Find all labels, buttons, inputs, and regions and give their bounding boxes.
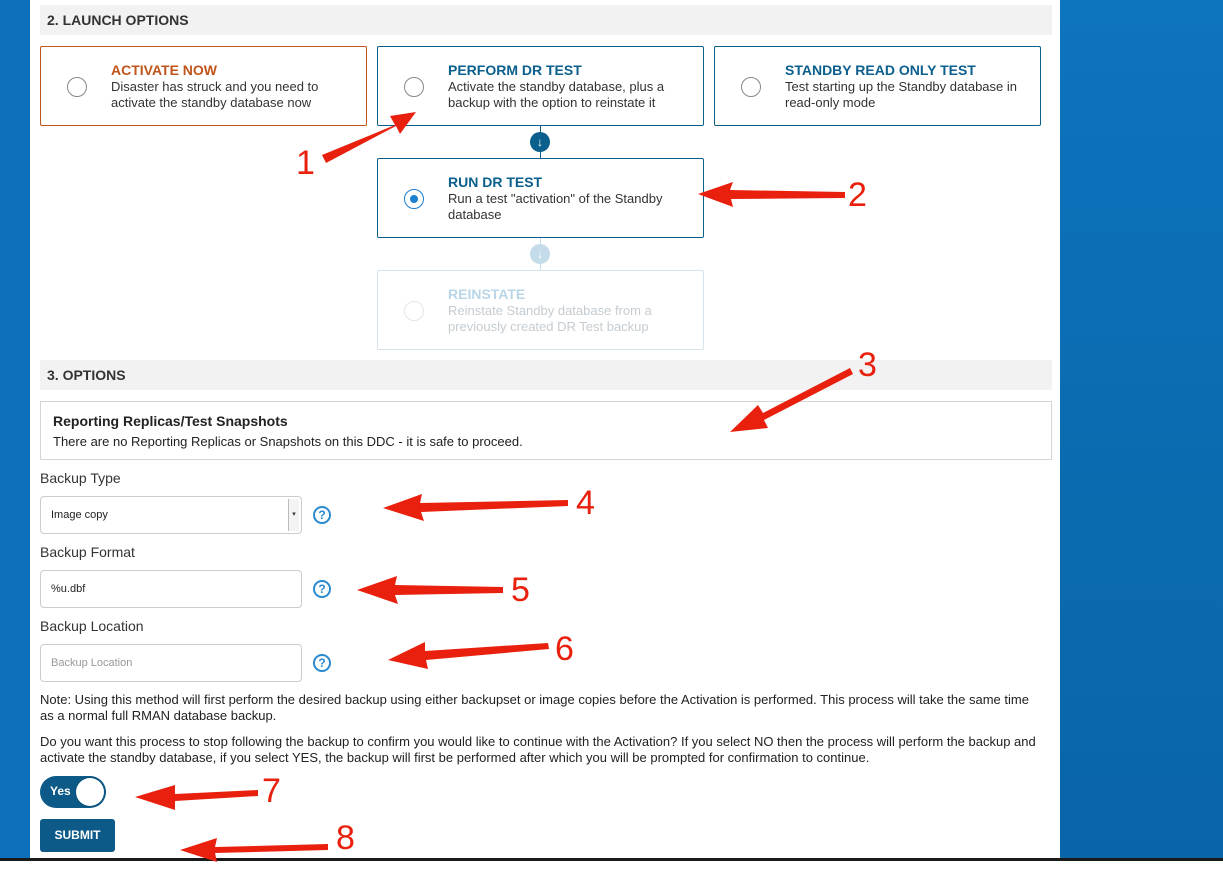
info-title: Reporting Replicas/Test Snapshots <box>53 413 288 429</box>
backup-note: Note: Using this method will first perform the desired backup using either backupset or image copies before the Activation is performed. This process will take the same time as a normal full RMAN database backup. <box>40 692 1029 723</box>
perform-dr-test-card[interactable] <box>377 46 704 126</box>
card-description: Test starting up the Standby database in read-only mode <box>785 79 1017 110</box>
card-title: RUN DR TEST <box>448 174 543 190</box>
card-title: REINSTATE <box>448 286 526 302</box>
activate-now-radio[interactable] <box>67 77 87 97</box>
submit-button[interactable]: SUBMIT <box>40 819 115 852</box>
annotation-number-5: 5 <box>511 571 530 609</box>
backup-format-label: Backup Format <box>40 544 135 560</box>
info-text: There are no Reporting Replicas or Snapshots on this DDC - it is safe to proceed. <box>53 434 523 449</box>
backup-type-select[interactable] <box>40 496 302 534</box>
reinstate-card <box>377 270 704 350</box>
card-title: STANDBY READ ONLY TEST <box>785 62 976 78</box>
annotation-number-3: 3 <box>858 346 877 384</box>
annotation-number-1: 1 <box>296 144 315 182</box>
annotation-number-6: 6 <box>555 630 574 668</box>
annotation-number-2: 2 <box>848 176 867 214</box>
reinstate-radio <box>404 301 424 321</box>
toggle-label: Yes <box>50 784 71 798</box>
card-description: Reinstate Standby database from a previously created DR Test backup <box>448 303 652 334</box>
chevron-down-icon: ▾ <box>288 499 299 531</box>
backup-type-value: Image copy <box>51 509 108 521</box>
annotation-number-4: 4 <box>576 484 595 522</box>
launch-options-header: 2. LAUNCH OPTIONS <box>40 5 1052 35</box>
backup-format-input[interactable] <box>40 570 302 608</box>
card-title: ACTIVATE NOW <box>111 62 218 78</box>
run-dr-test-card[interactable] <box>377 158 704 238</box>
help-icon[interactable]: ? <box>313 580 331 598</box>
backup-type-label: Backup Type <box>40 470 121 486</box>
confirmation-question: Do you want this process to stop following the backup to confirm you would like to continue with the Activation? If you select NO then the process will perform the backup and activate the standby database, if you select YES, the backup will first be performed after which you will be prompted for confirmation to continue. <box>40 734 1036 765</box>
standby-read-only-test-radio[interactable] <box>741 77 761 97</box>
card-description: Run a test "activation" of the Standby database <box>448 191 663 222</box>
toggle-knob <box>76 778 104 806</box>
page-background-right <box>1060 0 1223 860</box>
step-down-arrow-icon: ↓ <box>530 244 550 264</box>
perform-dr-test-radio[interactable] <box>404 77 424 97</box>
standby-read-only-test-card[interactable] <box>714 46 1041 126</box>
backup-location-input[interactable] <box>40 644 302 682</box>
replicas-info-box <box>40 401 1052 460</box>
backup-location-label: Backup Location <box>40 618 144 634</box>
bottom-edge <box>0 858 1223 871</box>
help-icon[interactable]: ? <box>313 654 331 672</box>
card-title: PERFORM DR TEST <box>448 62 582 78</box>
confirm-toggle[interactable] <box>40 776 106 808</box>
activate-now-card[interactable] <box>40 46 367 126</box>
run-dr-test-radio[interactable] <box>404 189 424 209</box>
options-header: 3. OPTIONS <box>40 360 1052 390</box>
help-icon[interactable]: ? <box>313 506 331 524</box>
annotation-number-7: 7 <box>262 772 281 810</box>
card-description: Disaster has struck and you need to activate the standby database now <box>111 79 319 110</box>
page-background-left <box>0 0 30 860</box>
card-description: Activate the standby database, plus a backup with the option to reinstate it <box>448 79 665 110</box>
step-down-arrow-icon: ↓ <box>530 132 550 152</box>
annotation-number-8: 8 <box>336 819 355 857</box>
